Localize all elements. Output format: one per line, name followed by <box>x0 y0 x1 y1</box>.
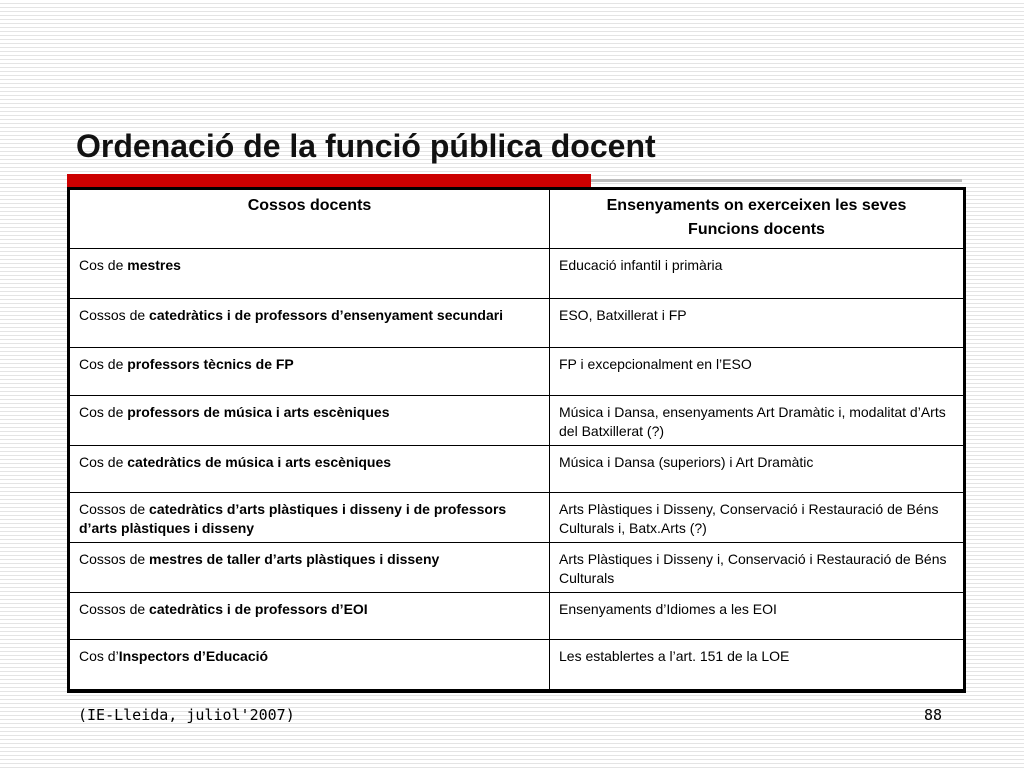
cos-prefix: Cos de <box>79 453 128 470</box>
cos-name: catedràtics de música i arts escèniques <box>127 453 392 470</box>
cos-cell <box>70 395 550 445</box>
cos-prefix: Cos d’ <box>79 648 119 665</box>
table-header-row <box>70 190 964 249</box>
title-underline-accent <box>67 174 591 187</box>
cos-cell <box>70 493 550 543</box>
table-row <box>70 445 964 493</box>
cos-name: mestres de taller d’arts plàstiques i disseny <box>149 550 440 567</box>
cos-prefix: Cos de <box>79 356 128 373</box>
function-cell: Música i Dansa (superiors) i Art Dramàtic <box>550 445 964 493</box>
table-row <box>70 640 964 690</box>
table-row <box>70 542 964 592</box>
cos-name: professors de música i arts escèniques <box>127 403 390 420</box>
cos-name: catedràtics i de professors d’ensenyament secundari <box>149 306 504 323</box>
docent-bodies-table <box>69 189 964 690</box>
docent-bodies-table-frame <box>67 187 966 693</box>
cos-prefix: Cossos de <box>79 600 150 617</box>
cos-cell <box>70 640 550 690</box>
footer-source: (IE-Lleida, juliol'2007) <box>78 706 295 724</box>
cos-cell <box>70 298 550 348</box>
function-cell: Les establertes a l’art. 151 de la LOE <box>550 640 964 690</box>
cos-name: Inspectors d’Educació <box>118 648 269 665</box>
function-cell: Ensenyaments d’Idiomes a les EOI <box>550 592 964 640</box>
cos-prefix: Cossos de <box>79 501 150 518</box>
cos-cell <box>70 592 550 640</box>
function-cell: FP i excepcionalment en l’ESO <box>550 348 964 396</box>
cos-cell <box>70 445 550 493</box>
function-cell: ESO, Batxillerat i FP <box>550 298 964 348</box>
header-cossos-docents: Cossos docents <box>70 190 550 249</box>
table-row <box>70 592 964 640</box>
table-row <box>70 348 964 396</box>
function-cell: Educació infantil i primària <box>550 248 964 298</box>
cos-name: catedràtics d’arts plàstiques i disseny i de professors d’arts plàstiques i disseny <box>79 501 507 537</box>
cos-name: professors tècnics de FP <box>127 356 294 373</box>
table-row <box>70 298 964 348</box>
cos-name: mestres <box>127 256 181 273</box>
cos-prefix: Cos de <box>79 256 128 273</box>
slide-title: Ordenació de la funció pública docent <box>76 128 656 164</box>
table-row <box>70 493 964 543</box>
function-cell: Arts Plàstiques i Disseny, Conservació i Restauració de Béns Culturals i, Batx.Arts (?) <box>550 493 964 543</box>
cos-name: catedràtics i de professors d’EOI <box>149 600 368 617</box>
function-cell: Música i Dansa, ensenyaments Art Dramàtic i, modalitat d’Arts del Batxillerat (?) <box>550 395 964 445</box>
table-row <box>70 248 964 298</box>
header-ensenyaments-line1: Ensenyaments on exerceixen les seves <box>606 197 907 214</box>
cos-prefix: Cossos de <box>79 306 150 323</box>
cos-cell <box>70 248 550 298</box>
cos-prefix: Cossos de <box>79 550 150 567</box>
cos-cell <box>70 542 550 592</box>
function-cell: Arts Plàstiques i Disseny i, Conservació i Restauració de Béns Culturals <box>550 542 964 592</box>
title-underline <box>67 174 962 187</box>
header-ensenyaments-line2: Funcions docents <box>688 221 825 238</box>
title-underline-rule <box>591 179 962 182</box>
cos-cell <box>70 348 550 396</box>
cos-prefix: Cos de <box>79 403 128 420</box>
header-ensenyaments <box>550 190 964 249</box>
table-row <box>70 395 964 445</box>
page-number: 88 <box>924 706 943 724</box>
